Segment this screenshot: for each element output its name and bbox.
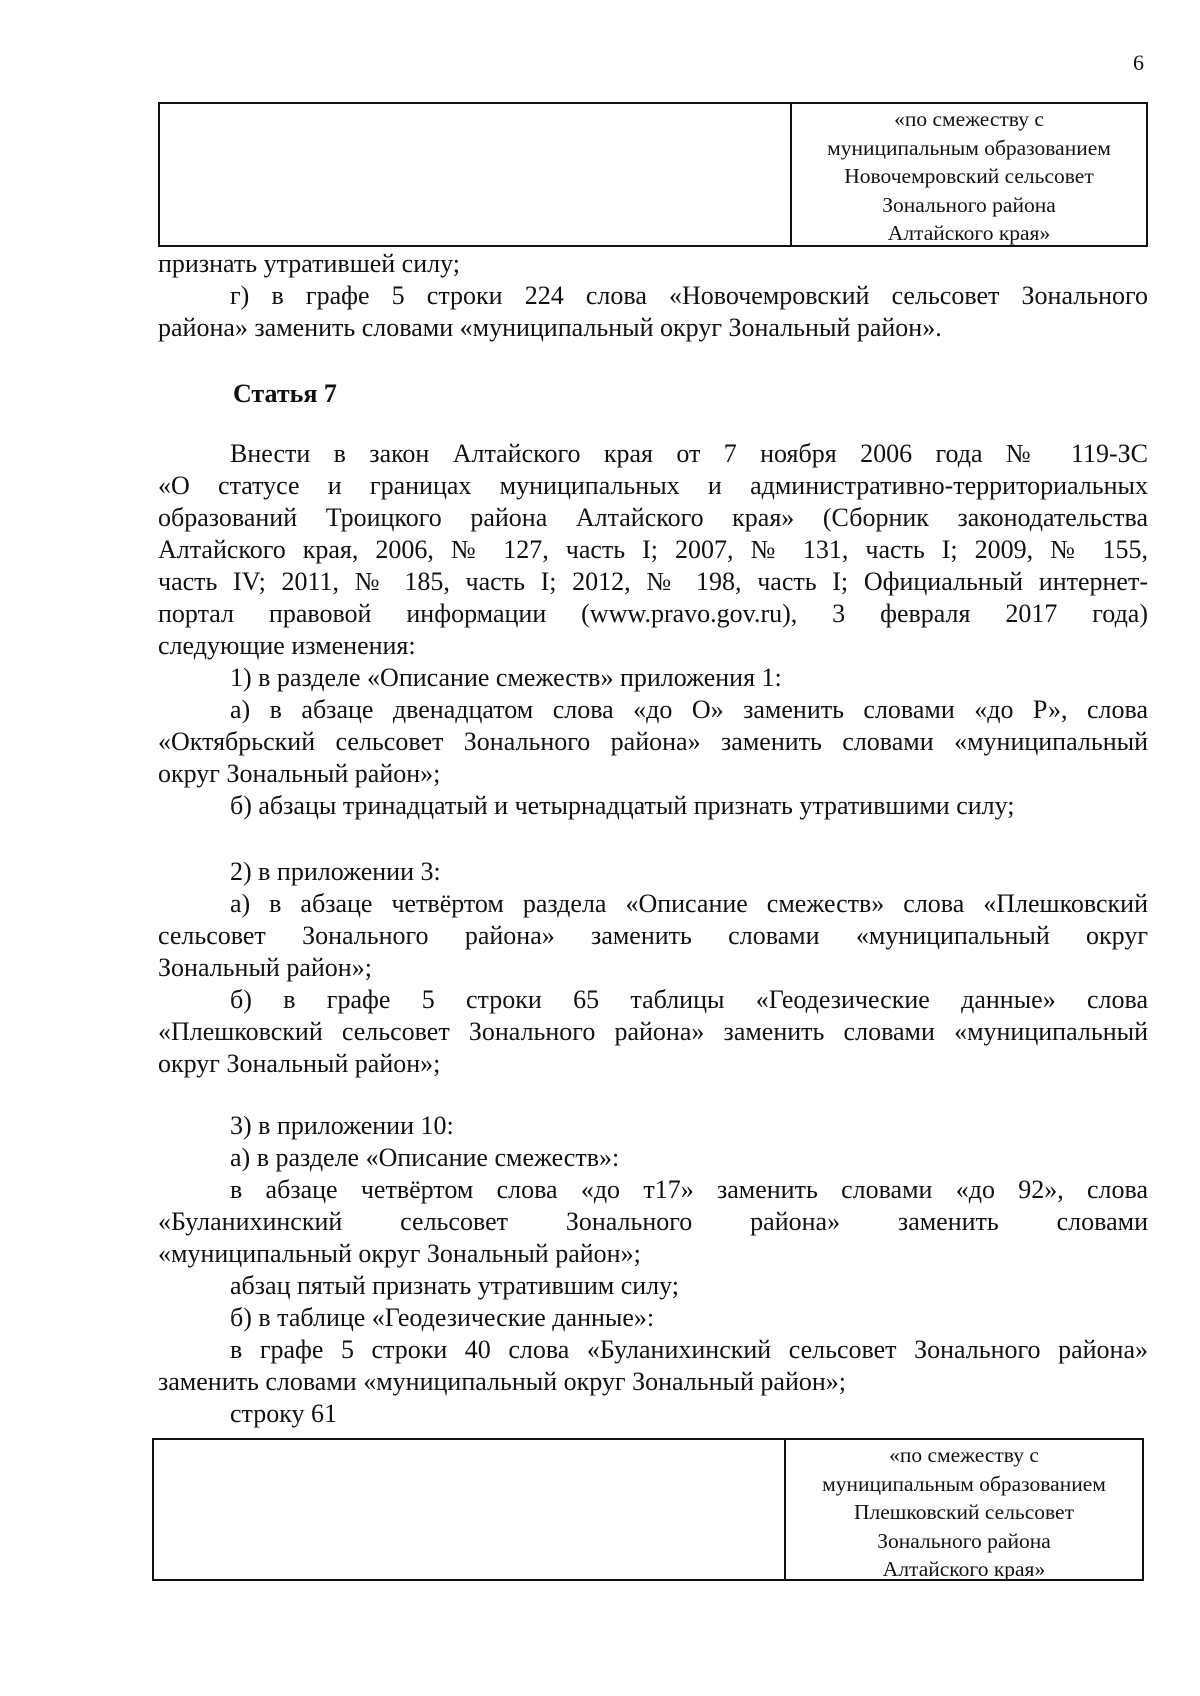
text-line: б) в графе 5 строки 65 таблицы «Геодезические данные» слова (230, 985, 1148, 1014)
text-line: абзац пятый признать утратившим силу; (230, 1271, 680, 1300)
item-2 (158, 856, 1148, 1080)
text-line: строку 61 (230, 1399, 337, 1428)
text-line: заменить словами «муниципальный округ Зональный район»; (158, 1367, 847, 1396)
text-line: сельсовет Зонального района» заменить словами «муниципальный округ (158, 921, 1148, 950)
text-line: следующие изменения: (158, 631, 416, 660)
text-line: а) в абзаце четвёртом раздела «Описание смежеств» слова «Плешковский (230, 889, 1148, 918)
text-line: 2) в приложении 3: (230, 857, 441, 886)
block-1 (158, 248, 1148, 344)
text-line: 1) в разделе «Описание смежеств» приложения 1: (230, 663, 782, 692)
text-line: Зональный район»; (158, 953, 372, 982)
table-cell-text (792, 104, 1146, 245)
table-line: Плешковский сельсовет (854, 1500, 1074, 1524)
table-line: Алтайского края» (882, 1557, 1046, 1581)
text-line: в графе 5 строки 40 слова «Буланихинский сельсовет Зонального района» (230, 1335, 1148, 1364)
article-heading-block (158, 378, 1148, 410)
table-bottom (152, 1438, 1144, 1581)
text-line: округ Зональный район»; (158, 759, 441, 788)
table-top (158, 102, 1148, 247)
text-line: Внести в закон Алтайского края от 7 ноября 2006 года № 119-ЗС (230, 439, 1148, 468)
text-line: портал правовой информации (www.pravo.gov.ru), 3 февраля 2017 года) (158, 599, 1148, 628)
table-cell-empty (154, 1440, 786, 1579)
text-line: б) в таблице «Геодезические данные»: (230, 1303, 655, 1332)
table-line: Новочемровский сельсовет (844, 164, 1094, 188)
text-line: 3) в приложении 10: (230, 1111, 454, 1140)
table-cell-text (786, 1440, 1142, 1579)
table-line: Алтайского края» (887, 221, 1051, 245)
text-line: б) абзацы тринадцатый и четырнадцатый признать утратившими силу; (230, 791, 1015, 820)
text-line: Алтайского края, 2006, № 127, часть I; 2007, № 131, часть I; 2009, № 155, (158, 535, 1148, 564)
text-line: признать утратившей силу; (158, 249, 460, 278)
text-line: часть IV; 2011, № 185, часть I; 2012, № 198, часть I; Официальный интернет- (158, 567, 1148, 596)
text-line: образований Троицкого района Алтайского края» (Сборник законодательства (158, 503, 1148, 532)
table-cell-empty (160, 104, 792, 245)
table-line: Зонального района (882, 192, 1056, 217)
text-line: «О статусе и границах муниципальных и административно-территориальных (158, 471, 1148, 500)
item-3 (158, 1110, 1148, 1430)
table-line: «по смежеству с (889, 1443, 1039, 1467)
table-line: муниципальным образованием (822, 1471, 1106, 1496)
text-line: «муниципальный округ Зональный район»; (158, 1239, 641, 1268)
text-line: «Плешковский сельсовет Зонального района» заменить словами «муниципальный (158, 1017, 1148, 1046)
text-line: округ Зональный район»; (158, 1049, 441, 1078)
article-heading: Статья 7 (233, 379, 337, 408)
text-line: в абзаце четвёртом слова «до т17» заменить словами «до 92», слова (230, 1175, 1148, 1204)
text-line: «Буланихинский сельсовет Зонального района» заменить словами (158, 1207, 1148, 1236)
intro-paragraph (158, 438, 1148, 822)
table-line: Зонального района (877, 1528, 1051, 1553)
table-line: муниципальным образованием (827, 135, 1111, 160)
text-line: а) в разделе «Описание смежеств»: (230, 1143, 620, 1172)
page-number: 6 (1133, 50, 1144, 75)
text-line: а) в абзаце двенадцатом слова «до О» заменить словами «до Р», слова (230, 695, 1148, 724)
text-line: района» заменить словами «муниципальный округ Зональный район». (158, 313, 942, 342)
table-line: «по смежеству с (894, 107, 1044, 131)
text-line: «Октябрьский сельсовет Зонального района» заменить словами «муниципальный (158, 727, 1148, 756)
text-line: г) в графе 5 строки 224 слова «Новочемровский сельсовет Зонального (230, 281, 1148, 310)
